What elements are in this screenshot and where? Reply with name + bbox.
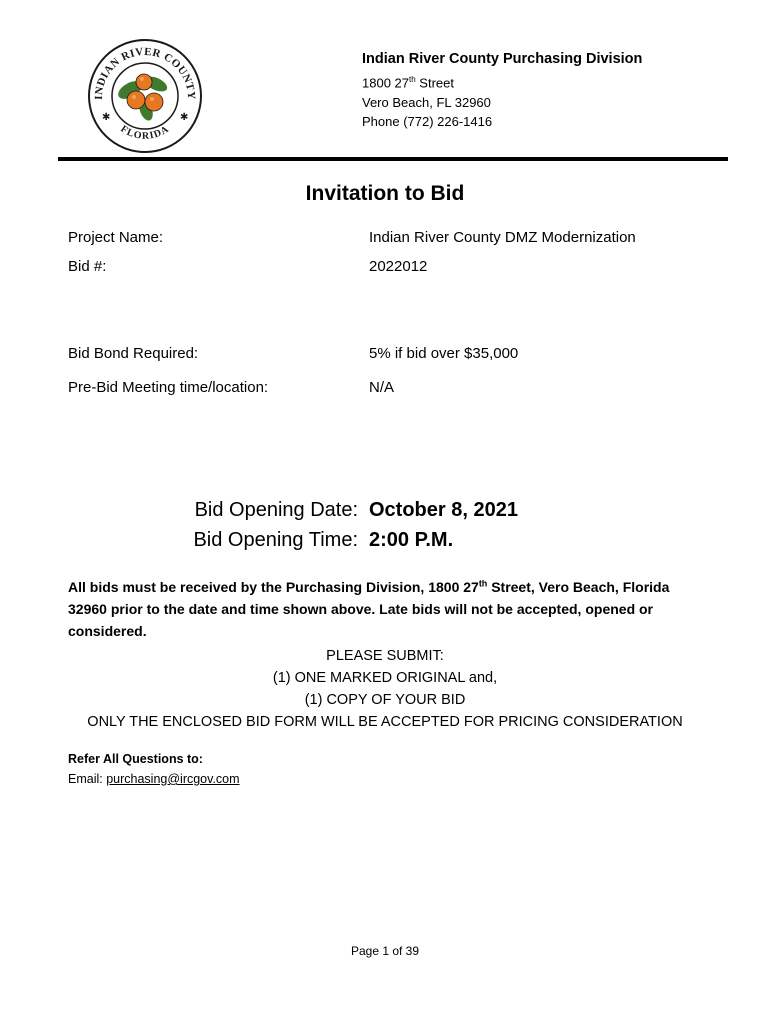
county-seal-logo: [80, 36, 210, 156]
submit-form-note: ONLY THE ENCLOSED BID FORM WILL BE ACCEPTED FOR PRICING CONSIDERATION: [87, 714, 683, 730]
email-label: Email:: [68, 772, 107, 786]
page-number: Page 1 of 39: [350, 944, 420, 958]
prebid-meeting-label: Pre-Bid Meeting time/location:: [68, 379, 269, 396]
bid-number-value: 2022012: [369, 258, 428, 275]
svg-text:INDIAN RIVER COUNTY: INDIAN RIVER COUNTY: [92, 45, 198, 101]
purchasing-email-link[interactable]: purchasing@ircgov.com: [106, 772, 240, 786]
org-header: [362, 50, 642, 132]
bid-number-label: Bid #:: [68, 258, 107, 275]
submission-notice: All bids must be received by the Purchasing Division, 1800 27th Street, Vero Beach, Florida 32960 prior to the date and time shown above. Late bids will not be accepted, opened or considered.: [68, 578, 670, 639]
header-divider: [58, 157, 728, 161]
bid-bond-value: 5% if bid over $35,000: [369, 345, 519, 362]
submit-heading: PLEASE SUBMIT:: [326, 648, 444, 664]
org-address: 1800 27th Street: [362, 75, 454, 91]
opening-date-label: Bid Opening Date:: [194, 499, 358, 521]
questions-heading: Refer All Questions to:: [68, 752, 203, 766]
org-phone: Phone (772) 226-1416: [362, 114, 493, 130]
org-city: Vero Beach, FL 32960: [362, 94, 491, 110]
bid-bond-label: Bid Bond Required:: [68, 345, 199, 362]
opening-date-value: October 8, 2021: [369, 499, 518, 521]
opening-time-value: 2:00 P.M.: [369, 529, 454, 551]
submit-copy: (1) COPY OF YOUR BID: [304, 692, 466, 708]
project-name-label: Project Name:: [68, 229, 164, 246]
submit-original: (1) ONE MARKED ORIGINAL and,: [272, 670, 498, 686]
prebid-meeting-value: N/A: [369, 379, 395, 396]
svg-text:FLORIDA: FLORIDA: [118, 123, 172, 142]
svg-text:✱: ✱: [102, 112, 111, 123]
submission-instructions: [0, 645, 770, 733]
opening-time-label: Bid Opening Time:: [193, 529, 358, 551]
svg-text:✱: ✱: [180, 112, 189, 123]
project-name-value: Indian River County DMZ Modernization: [369, 229, 636, 246]
questions-email-line: [68, 772, 240, 786]
page-title: Invitation to Bid: [305, 182, 465, 205]
org-name: Indian River County Purchasing Division: [362, 51, 643, 67]
